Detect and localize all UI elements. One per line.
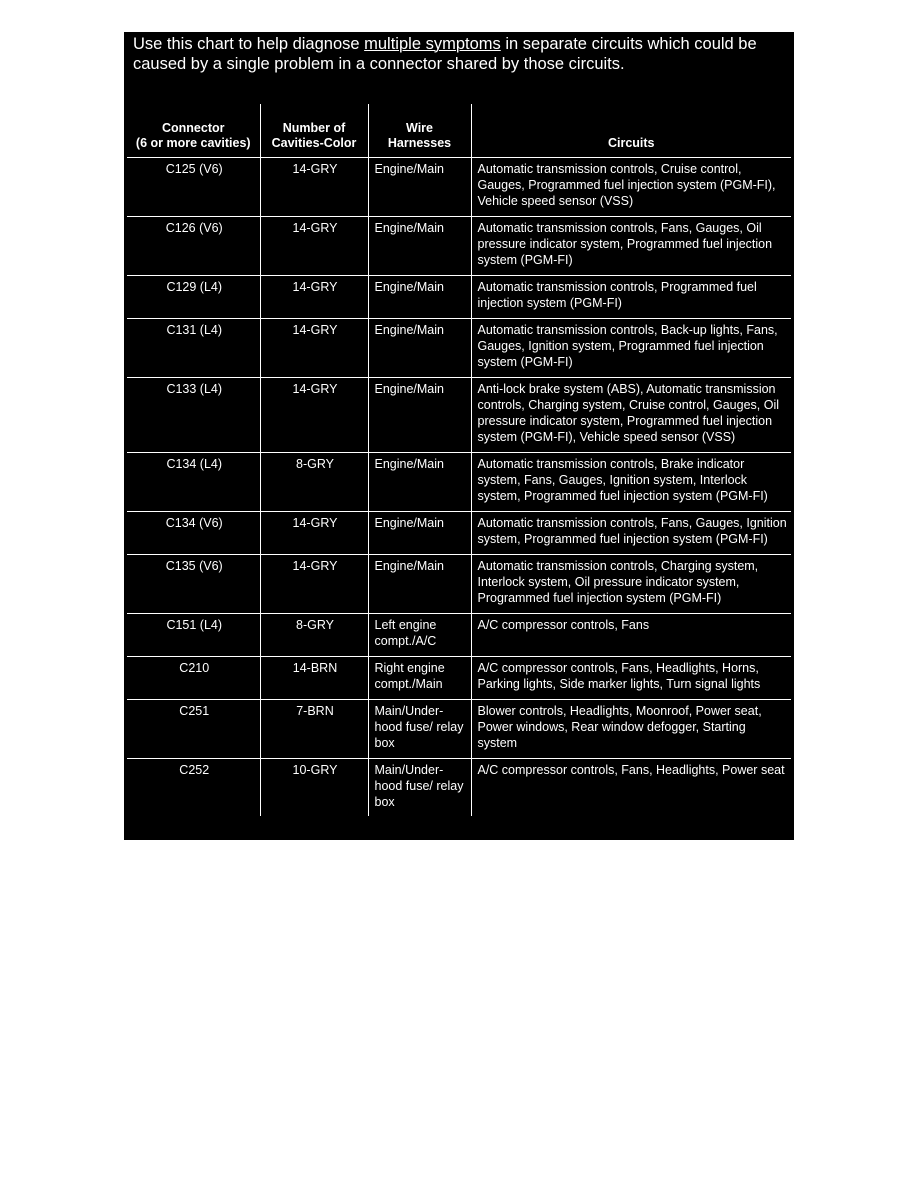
cell-harness: Engine/Main	[368, 158, 471, 217]
cell-cavities: 14-GRY	[260, 276, 368, 319]
cell-circuits: Automatic transmission controls, Fans, Gauges, Ignition system, Programmed fuel injection system (PGM-FI)	[471, 512, 791, 555]
cell-harness: Engine/Main	[368, 555, 471, 614]
cell-connector: C252	[179, 763, 210, 777]
cell-connector: C134 (V6)	[127, 512, 260, 555]
cell-connector: C133 (L4)	[127, 378, 260, 453]
cell-circuits: Blower controls, Headlights, Moonroof, Power seat, Power windows, Rear window defogger, Starting system	[471, 700, 791, 759]
cell-harness: Main/Under-hood fuse/ relay box	[368, 759, 471, 817]
cell-circuits: Automatic transmission controls, Cruise control, Gauges, Programmed fuel injection system (PGM-FI), Vehicle speed sensor (VSS)	[471, 158, 791, 217]
cell-cavities: 14-GRY	[260, 378, 368, 453]
header-cavities-line2: Cavities-Color	[271, 136, 357, 150]
cell-harness: Engine/Main	[368, 453, 471, 512]
cell-harness: Right engine compt./Main	[368, 657, 471, 700]
cell-cavities: 14-BRN	[260, 657, 368, 700]
cell-connector: C125 (V6)	[127, 158, 260, 217]
header-cavities-line1: Number of	[282, 121, 346, 135]
cell-cavities: 10-GRY	[260, 759, 368, 817]
cell-cavities: 8-GRY	[260, 453, 368, 512]
intro-text-part1: Use this chart to help diagnose	[133, 35, 365, 53]
table-row	[127, 512, 791, 555]
cell-harness: Left engine compt./A/C	[368, 614, 471, 657]
intro-text-underlined: multiple symptoms	[364, 35, 501, 53]
table-row	[127, 555, 791, 614]
cell-connector: C131 (L4)	[127, 319, 260, 378]
table-row	[127, 614, 791, 657]
cell-circuits: Anti-lock brake system (ABS), Automatic transmission controls, Charging system, Cruise control, Gauges, Oil pressure indicator system, Programmed fuel injection system (PGM-FI), Vehicle speed sensor (VSS)	[471, 378, 791, 453]
table-row	[127, 276, 791, 319]
cell-cavities: 14-GRY	[260, 158, 368, 217]
cell-connector: C151 (L4)	[127, 614, 260, 657]
header-circuits-label: Circuits	[607, 136, 655, 150]
cell-cavities: 14-GRY	[260, 217, 368, 276]
table-row	[127, 657, 791, 700]
table-row	[127, 217, 791, 276]
cell-cavities: 14-GRY	[260, 319, 368, 378]
cell-connector: C251	[127, 700, 260, 759]
table-row	[127, 759, 791, 817]
cell-circuits: A/C compressor controls, Fans, Headlights, Power seat	[471, 759, 791, 817]
header-connector-line1: Connector	[162, 121, 225, 135]
cell-connector: C134 (L4)	[127, 453, 260, 512]
cell-circuits: Automatic transmission controls, Brake indicator system, Fans, Gauges, Ignition system, Interlock system, Programmed fuel injection system (PGM-FI)	[471, 453, 791, 512]
cell-connector: C135 (V6)	[127, 555, 260, 614]
cell-harness: Engine/Main	[368, 276, 471, 319]
cell-harness: Engine/Main	[368, 319, 471, 378]
table-row	[127, 453, 791, 512]
cell-circuits: Automatic transmission controls, Back-up lights, Fans, Gauges, Ignition system, Programmed fuel injection system (PGM-FI)	[471, 319, 791, 378]
cell-circuits: A/C compressor controls, Fans, Headlights, Horns, Parking lights, Side marker lights, Turn signal lights	[471, 657, 791, 700]
header-cavities	[260, 104, 368, 158]
table-row	[127, 158, 791, 217]
cell-circuits: A/C compressor controls, Fans	[471, 614, 791, 657]
cell-harness: Main/Under-hood fuse/ relay box	[368, 700, 471, 759]
header-connector-line2: (6 or more cavities)	[135, 136, 251, 150]
header-circuits	[471, 104, 791, 158]
header-wire-line1: Wire	[406, 121, 433, 135]
cell-circuits: Automatic transmission controls, Fans, Gauges, Oil pressure indicator system, Programmed fuel injection system (PGM-FI)	[471, 217, 791, 276]
header-wire-line2: Harnesses	[387, 136, 452, 150]
table-row	[127, 319, 791, 378]
cell-connector: C129 (L4)	[127, 276, 260, 319]
cell-connector: C210	[127, 657, 260, 700]
cell-cavities: 14-GRY	[260, 555, 368, 614]
cell-harness: Engine/Main	[368, 217, 471, 276]
cell-cavities: 7-BRN	[260, 700, 368, 759]
intro-text-part2: in separate circuits which could be caused by a single problem in a connector shared by those circuits.	[133, 35, 757, 73]
cell-circuits: Automatic transmission controls, Programmed fuel injection system (PGM-FI)	[471, 276, 791, 319]
cell-cavities: 14-GRY	[260, 512, 368, 555]
header-wire-harnesses	[368, 104, 471, 158]
cell-harness: Engine/Main	[368, 378, 471, 453]
cell-cavities: 8-GRY	[260, 614, 368, 657]
chart-intro-text	[133, 34, 793, 74]
header-connector	[127, 104, 260, 158]
connector-table	[127, 104, 791, 816]
cell-circuits: Automatic transmission controls, Charging system, Interlock system, Oil pressure indicator system, Programmed fuel injection system (PGM-FI)	[471, 555, 791, 614]
table-row	[127, 700, 791, 759]
table-row	[127, 378, 791, 453]
cell-connector: C126 (V6)	[127, 217, 260, 276]
cell-harness: Engine/Main	[368, 512, 471, 555]
table-header-row	[127, 104, 791, 158]
connector-chart-panel	[124, 32, 794, 840]
